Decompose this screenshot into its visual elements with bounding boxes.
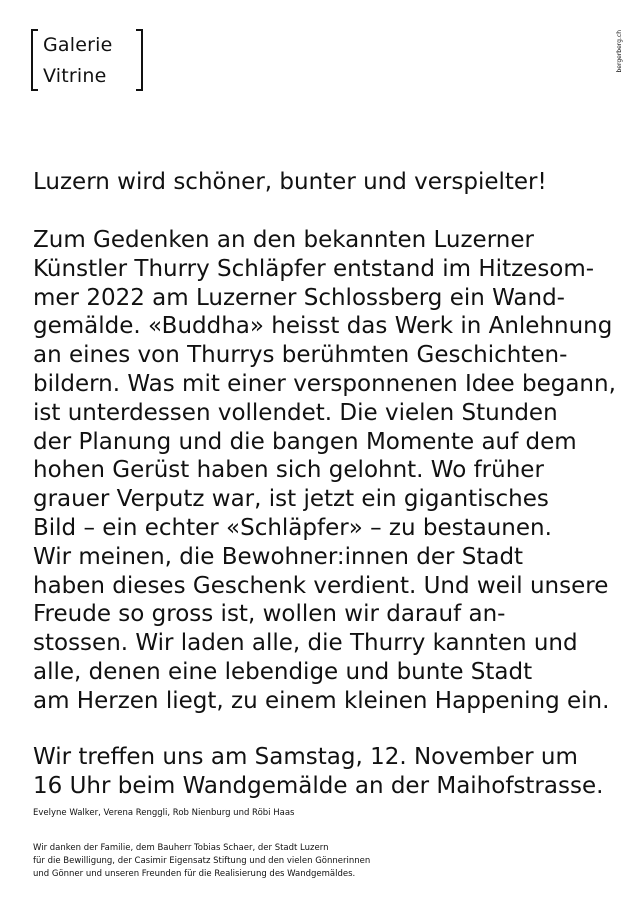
body-line: bildern. Was mit einer versponnenen Idee begann, [33, 370, 616, 397]
body-line: gemälde. «Buddha» heisst das Werk in Anlehnung [33, 313, 613, 340]
logo-bracket-left [31, 29, 38, 91]
thanks-line: für die Bewilligung, der Casimir Eigensatz Stiftung und den vielen Gönnerinnen [33, 856, 371, 866]
body-line: stossen. Wir laden alle, die Thurry kannten und [33, 630, 578, 657]
body-line: Freude so gross ist, wollen wir darauf an- [33, 601, 506, 628]
meeting-line: Wir treffen uns am Samstag, 12. November um [33, 744, 578, 770]
body-line: ist unterdessen vollendet. Die vielen Stunden [33, 399, 558, 426]
body-line: haben dieses Geschenk verdient. Und weil unsere [33, 572, 609, 599]
body-line: mer 2022 am Luzerner Schlossberg ein Wand- [33, 284, 565, 311]
meeting-line: 16 Uhr beim Wandgemälde an der Maihofstrasse. [33, 772, 604, 799]
body-line: der Planung und die bangen Momente auf dem [33, 428, 577, 455]
designer-credit [613, 30, 627, 90]
body-line: Wir meinen, die Bewohner:innen der Stadt [33, 543, 524, 570]
body-line: grauer Verputz war, ist jetzt ein gigantisches [33, 486, 549, 513]
thanks-line: Wir danken der Familie, dem Bauherr Tobias Schaer, der Stadt Luzern [33, 843, 329, 853]
logo-line-1: Galerie [43, 34, 113, 56]
gallery-logo [31, 29, 143, 93]
body-line: Zum Gedenken an den bekannten Luzerner [33, 227, 534, 253]
body-line: an eines von Thurrys berühmten Geschichten- [33, 342, 568, 369]
logo-line-2: Vitrine [43, 65, 107, 87]
designer-credit-text: bergerberg.ch [616, 30, 623, 73]
body-line: Bild – ein echter «Schläpfer» – zu bestaunen. [33, 514, 552, 541]
meeting-info [33, 743, 603, 800]
body-text [33, 226, 623, 716]
logo-bracket-right [136, 29, 143, 91]
organizer-names: Evelyne Walker, Verena Renggli, Rob Nienburg und Röbi Haas [33, 808, 295, 818]
body-line: hohen Gerüst haben sich gelohnt. Wo früher [33, 457, 544, 484]
body-line: am Herzen liegt, zu einem kleinen Happening ein. [33, 687, 610, 714]
thanks-line: und Gönner und unseren Freunden für die Realisierung des Wandgemäldes. [33, 869, 356, 879]
acknowledgements [33, 842, 370, 881]
body-line: Künstler Thurry Schläpfer entstand im Hitzesom- [33, 255, 595, 282]
body-line: alle, denen eine lebendige und bunte Stadt [33, 658, 533, 685]
headline: Luzern wird schöner, bunter und verspielter! [33, 169, 547, 195]
